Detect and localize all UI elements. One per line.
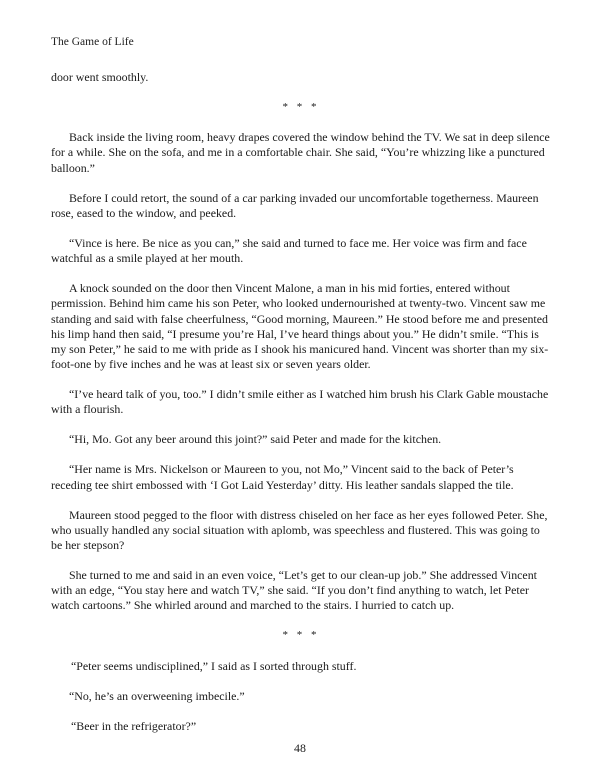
paragraph: Maureen stood pegged to the floor with distress chiseled on her face as her eyes followed Peter. She, who usually handled any social situation with aplomb, was speechless and flustered. This was going to be her stepson?: [51, 507, 548, 552]
paragraph: “Vince is here. Be nice as you can,” she said and turned to face me. Her voice was firm and face watchful as a smile played at her mouth.: [51, 236, 527, 266]
paragraph: She turned to me and said in an even voice, “Let’s get to our clean-up job.” She addressed Vincent with an edge, “You stay here and watch TV,” she said. “If you don’t find anything to watch, let Peter watch cartoons.” She whirled around and marched to the stairs. I hurried to catch up.: [51, 568, 537, 613]
page-body: [51, 70, 551, 749]
section-break: * * *: [282, 629, 320, 642]
paragraph: “Beer in the refrigerator?”: [71, 719, 197, 734]
paragraph: “Hi, Mo. Got any beer around this joint?” said Peter and made for the kitchen.: [69, 432, 442, 447]
paragraph: Back inside the living room, heavy drapes covered the window behind the TV. We sat in deep silence for a while. She on the sofa, and me in a comfortable chair. She said, “You’re whizzing like a punctured balloon.”: [51, 130, 550, 175]
paragraph: “I’ve heard talk of you, too.” I didn’t smile either as I watched him brush his Clark Gable moustache with a flourish.: [51, 386, 549, 417]
page-number: 48: [294, 741, 306, 755]
running-header: The Game of Life: [51, 36, 134, 48]
paragraph: door went smoothly.: [51, 70, 149, 84]
paragraph: Before I could retort, the sound of a car parking invaded our uncomfortable togetherness. Maureen rose, eased to the window, and peeked.: [51, 190, 539, 220]
paragraph: “Her name is Mrs. Nickelson or Maureen to you, not Mo,” Vincent said to the back of Peter’s receding tee shirt embossed with ‘I Got Laid Yesterday’ ditty. His leather sandals slapped the tile.: [51, 462, 514, 492]
section-break: * * *: [282, 101, 320, 114]
paragraph: A knock sounded on the door then Vincent Malone, a man in his mid forties, entered without permission. Behind him came his son Peter, who looked undernourished at twenty-two. Vincent saw me standing and said with false cheerfulness, “Good morning, Maureen.” He stood before me and presented his limp hand then said, “I presume you’re Hal, I’ve heard things about you.” He didn’t smile. “This is my son Peter,” he said to me with pride as I shook his manicured hand. Vincent was shorter than my six-foot-one by five inches and he was at least six or seven years older.: [51, 281, 549, 371]
paragraph: “No, he’s an overweening imbecile.”: [69, 688, 245, 703]
paragraph: “Peter seems undisciplined,” I said as I sorted through stuff.: [71, 658, 357, 673]
